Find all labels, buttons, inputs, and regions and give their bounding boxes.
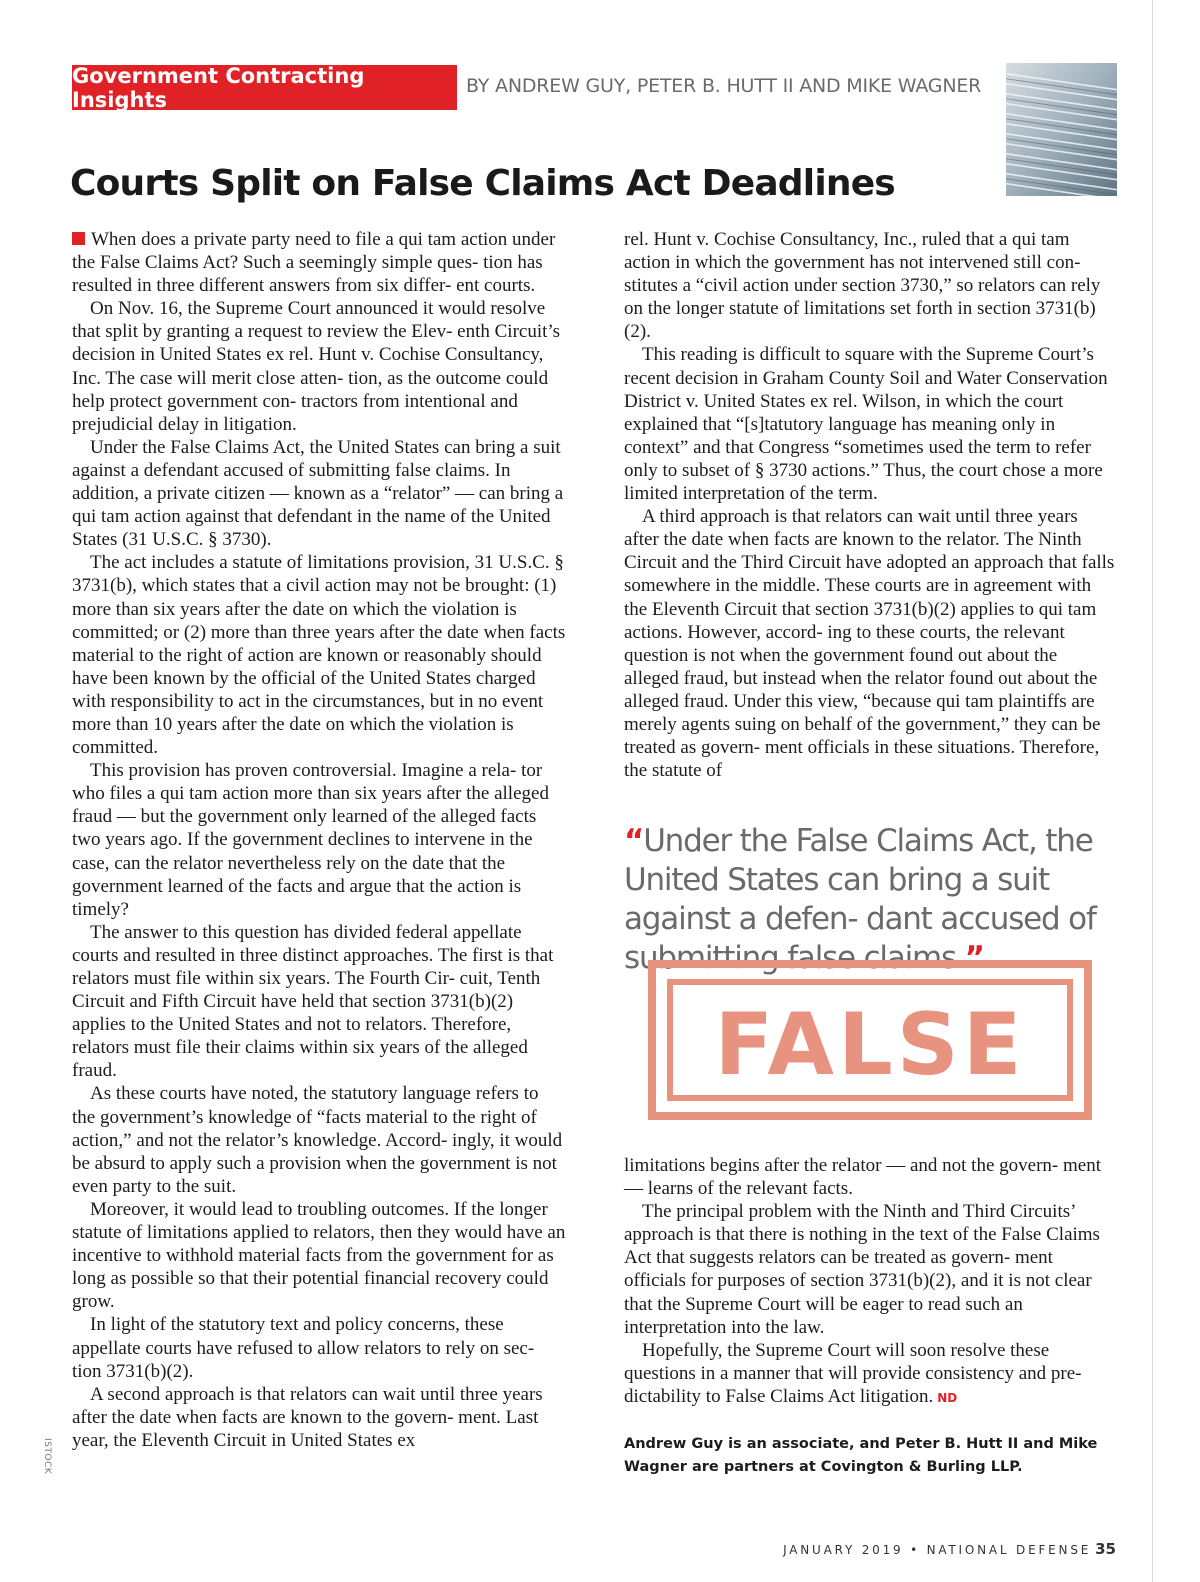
stacked-papers-photo [1006, 63, 1117, 196]
paragraph-text: When does a private party need to file a qui tam action under the False Claims Act? Such a seemingly simple ques- tion has resulted in three different answers from six differ- ent courts. [72, 229, 556, 297]
right-column-top [624, 228, 1116, 782]
paragraph: rel. Hunt v. Cochise Consultancy, Inc., ruled that a qui tam action in which the government has not intervened still con- stitutes a “civil action under section 3730,” so relators can rely on the longer statute of limitations set forth in section 3731(b)(2). [624, 229, 1101, 343]
page-edge-rule [1152, 0, 1153, 1582]
paragraph: Moreover, it would lead to troubling outcomes. If the longer statute of limitations applied to relators, then they would have an incentive to withhold material facts from the government for as long as possible so that their potential financial recovery could grow. [72, 1198, 566, 1313]
byline: BY ANDREW GUY, PETER B. HUTT II AND MIKE WAGNER [466, 75, 982, 97]
paragraph: The answer to this question has divided federal appellate courts and resulted in three distinct approaches. The first is that relators must file within six years. The Fourth Cir- cuit, Tenth Circuit and Fifth Circuit have held that section 3731(b)(2) applies to the United States and not to relators. Therefore, relators must file their claims within six years of the alleged fraud. [72, 921, 554, 1082]
page-number: 35 [1095, 1540, 1116, 1558]
left-column [72, 228, 566, 1452]
author-bio: Andrew Guy is an associate, and Peter B. Hutt II and Mike Wagner are partners at Covington & Burling LLP. [624, 1436, 1098, 1475]
paragraph: On Nov. 16, the Supreme Court announced it would resolve that split by granting a request to review the Elev- enth Circuit’s decision in United States ex rel. Hunt v. Cochise Consultancy, Inc. The case will merit close atten- tion, as the outcome could help protect government con- tractors from intentional and prejudicial delay in litigation. [72, 298, 561, 435]
paragraph: Under the False Claims Act, the United States can bring a suit against a defendant accused of submitting false claims. In addition, a private citizen — known as a “relator” — can bring a qui tam action against that defendant in the name of the United States (31 U.S.C. § 3730). [72, 436, 564, 551]
photo-credit: ISTOCK [42, 1438, 52, 1475]
pull-quote-text: Under the False Claims Act, the United States can bring a suit against a defen- dant accused of submitting false claims. [624, 823, 1096, 976]
square-bullet-icon [72, 232, 85, 245]
paragraph: limitations begins after the relator — and not the govern- ment — learns of the relevant facts. [624, 1155, 1101, 1200]
paragraph: The act includes a statute of limitations provision, 31 U.S.C. § 3731(b), which states that a civil action may not be brought: (1) more than six years after the date on which the violation is committed; or (2) more than three years after the date when facts material to the right of action are known or reasonably should have been known by the official of the United States charged with responsibility to act in the circumstances, but in no event more than 10 years after the date on which the violation is committed. [72, 552, 566, 759]
paragraph [72, 228, 566, 297]
issue-label: JANUARY 2019 • NATIONAL DEFENSE [783, 1543, 1092, 1557]
paragraph: This provision has proven controversial. Imagine a rela- tor who files a qui tam action more than six years after the alleged fraud — but the government only learned of the alleged facts two years ago. If the government declines to intervene in the case, can the relator nevertheless rely on the date that the government learned of the facts and argue that the action is timely? [72, 760, 549, 920]
department-label: Government Contracting Insights [72, 65, 457, 110]
end-mark: ND [937, 1390, 958, 1405]
stamp-text: FALSE [714, 995, 1026, 1095]
close-quote-mark: ” [964, 940, 984, 976]
right-column-bottom [624, 1154, 1116, 1410]
page-footer [783, 1540, 1116, 1558]
paragraph: In light of the statutory text and policy concerns, these appellate courts have refused to allow relators to rely on sec- tion 3731(b)(2). [72, 1314, 535, 1382]
headline: Courts Split on False Claims Act Deadlines [70, 163, 895, 204]
paragraph: As these courts have noted, the statutory language refers to the government’s knowledge of “facts material to the right of action,” and not the relator’s knowledge. Accord- ingly, it would be absurd to apply such a provision when the government is not even party to the suit. [72, 1083, 563, 1197]
false-stamp-graphic [648, 960, 1092, 1120]
paragraph-text: Hopefully, the Supreme Court will soon resolve these questions in a manner that will provide consistency and pre- dictability to False Claims Act litigation. [624, 1339, 1082, 1407]
paragraph: A third approach is that relators can wait until three years after the date when facts are known to the relator. The Ninth Circuit and the Third Circuit have adopted an approach that falls somewhere in the middle. These courts are in agreement with the Eleventh Circuit that section 3731(b)(2) applies to qui tam actions. However, accord- ing to these courts, the relevant question is not when the government found out about the alleged fraud, but instead when the relator found out about the alleged fraud. Under this view, “because qui tam plaintiffs are merely agents suing on behalf of the government,” they can be treated as govern- ment officials in these situations. Therefore, the statute of [624, 506, 1115, 782]
paragraph [624, 1339, 1116, 1410]
paragraph: The principal problem with the Ninth and Third Circuits’ approach is that there is nothing in the text of the False Claims Act that suggests relators can be treated as govern- ment officials for purposes of section 3731(b)(2), and it is not clear that the Supreme Court will be eager to read such an interpretation into the law. [624, 1201, 1100, 1338]
paragraph: A second approach is that relators can wait until three years after the date when facts are known to the govern- ment. Last year, the Eleventh Circuit in United States ex [72, 1383, 543, 1451]
pull-quote [624, 822, 1116, 978]
paragraph: This reading is difficult to square with the Supreme Court’s recent decision in Graham County Soil and Water Conservation District v. United States ex rel. Wilson, in which the court explained that “[s]tatutory language has meaning only in context” and that Congress “sometimes used the term to refer only to subset of § 3730 actions.” Thus, the court chose a more limited interpretation of the term. [624, 344, 1108, 505]
open-quote-mark: “ [624, 823, 644, 859]
